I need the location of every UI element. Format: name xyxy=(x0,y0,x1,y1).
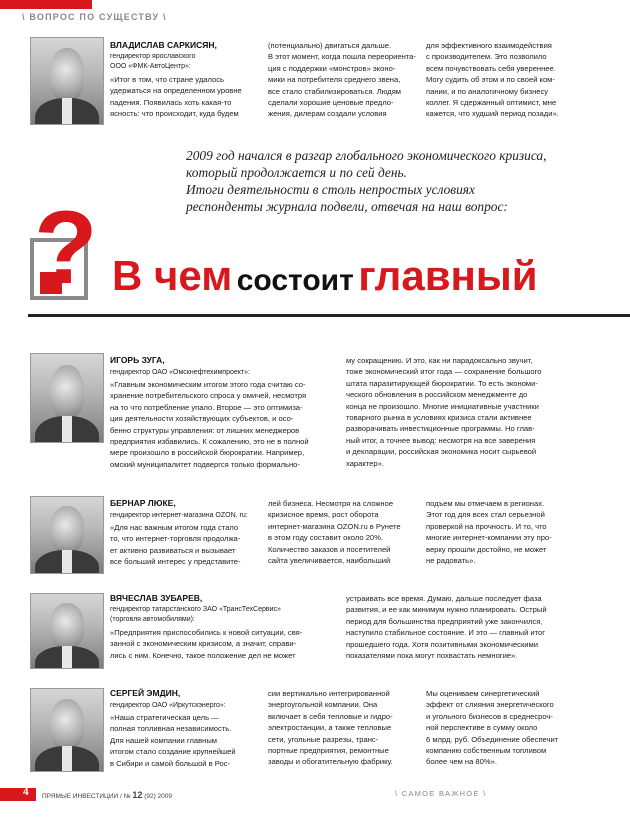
headline-word-2: состоит xyxy=(236,264,354,297)
quote-column-2: устраивать все время. Думаю, дальше последует фаза развития, и ее как минимум нужно планировать. Острый период для большинства предприятий уже закончился, наступило стабильное состояние. И это — главный итог прошедшего года. Хотя позитивными экономическими показателями пока могут похвастать немногие». xyxy=(346,594,547,661)
expert-role: гендиректор татарстанского ЗАО «ТрансТехСервис» (торговля автомобилями): xyxy=(110,606,281,623)
portrait-emdin-photo xyxy=(30,688,104,772)
quote-column-1: «Предприятия приспособились к новой ситуации, свя- занной с экономическим кризисом, а значит, справи- лись с ним. Конечно, такое положение дел не может xyxy=(110,628,303,660)
headline xyxy=(112,252,538,300)
expert-name: БЕРНАР ЛЮКЕ, xyxy=(110,498,176,508)
section-label: \ ВОПРОС ПО СУЩЕСТВУ \ xyxy=(22,12,167,22)
expert-role: гендиректор интернет-магазина OZON. ru: xyxy=(110,512,248,519)
question-mark-icon: ? xyxy=(34,190,98,306)
expert-name: ИГОРЬ ЗУГА, xyxy=(110,355,165,365)
quote-column-1: «Главным экономическим итогом этого года считаю со- хранение потребительского спроса у омичей, несмотря на то что потребление упало. Второе — это оптимиза- ция деятельности хозяйствующих субъектов, и осо- бенно структуры управления: от лишних менеджеров предприятия избавились. К сожалению, это не в полной мере произошло в российской бюрократии. Например, омский муниципалитет подвергся только формально- xyxy=(110,380,309,469)
portrait-luke-photo xyxy=(30,496,104,574)
expert-role: гендиректор ярославского ООО «ФМК-АвтоЦентр»: xyxy=(110,53,196,70)
quote-column-3: подъем мы отмечаем в регионах. Этот год для всех стал серьезной проверкой на прочность. И то, что многие интернет-компании эту про- верку прошли достойно, не может не радовать». xyxy=(426,499,552,566)
headline-divider xyxy=(28,314,630,317)
quote-column-3: для эффективного взаимодействия с производителем. Это позволило всем почувствовать себя увереннее. Могу судить об этом и по своей ком- пании, и по аналогичному бизнесу коллег. Я сдержанный оптимист, мне кажется, что худший период позади». xyxy=(426,41,559,119)
quote-column-2: сии вертикально интегрированной энергоугольной компании. Она включает в себя тепловые и гидро- электростанции, а также тепловые сети, угольные разрезы, транс- портные предприятия, ремонтные заводы и обогатительную фабрику. xyxy=(268,689,393,767)
expert-name: ВЛАДИСЛАВ САРКИСЯН, xyxy=(110,40,217,50)
intro-text: 2009 год начался в разгар глобального экономического кризиса, который продолжается и по сей день. Итоги деятельности в столь непростых условиях респонденты журнала подвели, отвечая на наш вопрос: xyxy=(186,148,547,214)
portrait-sarkisyan-photo xyxy=(30,37,104,125)
expert-name: ВЯЧЕСЛАВ ЗУБАРЕВ, xyxy=(110,593,203,603)
expert-role: гендиректор ОАО «Иркутскэнерго»: xyxy=(110,702,226,709)
footer-section-label: \ САМОЕ ВАЖНОЕ \ xyxy=(395,789,487,798)
footer-red-bar xyxy=(0,788,36,801)
headline-word-3: главный xyxy=(358,252,538,299)
quote-column-3: Мы оцениваем синергетический эффект от слияния энергетического и угольного бизнесов в среднесроч- ной перспективе в сумму около 6 млрд. руб. Объединение обеспечит компанию собственным топливом более чем на 80%». xyxy=(426,689,559,767)
portrait-zubarev-photo xyxy=(30,593,104,669)
quote-column-2: лей бизнеса. Несмотря на сложное кризисное время, рост оборота интернет-магазина OZON.ru в Рунете в этом году составит около 20%. Количество заказов и посетителей сайта увеличивается, наибольший xyxy=(268,499,401,566)
quote-column-1: «Для нас важным итогом года стало то, что интернет-торговля продолжа- ет активно развиваться и вызывает все больший интерес у представите- xyxy=(110,523,241,567)
header-red-bar xyxy=(0,0,92,9)
headline-word-1: В чем xyxy=(112,252,233,299)
page-number: 4 xyxy=(23,787,29,798)
quote-column-2: му сокращению. И это, как ни парадоксально звучит, тоже экономический итог года — сохранение большого штата паразитирующей бюрократии. То есть экономи- ческого обновления в российском менеджменте до конца не произошло. Многие инициативные участники товарного рынка в условиях кризиса стали активнее разворачивать инвестиционные программы. Но глав- ный итог, а точнее вывод: несмотря на все заверения и декларации, российская экономика носит сырьевой характер». xyxy=(346,356,542,468)
portrait-zuga-photo xyxy=(30,353,104,443)
quote-column-1: «Наша стратегическая цель — полная топливная независимость. Для нашей компании главным итогом стало создание крупнейшей в Сибири и самой большой в Рос- xyxy=(110,713,236,768)
quote-column-1: «Итог в том, что стране удалось удержаться на определенном уровне падения. Появилась хоть какая-то ясность: что происходит, куда будем xyxy=(110,75,242,119)
magazine-issue: ПРЯМЫЕ ИНВЕСТИЦИИ / № 12 (92) 2009 xyxy=(42,790,173,800)
quote-column-2: (потенциально) двигаться дальше. В этот момент, когда пошла переориента- ция с поддержки «монстров» эконо- мики на потребителя среднего звена, все стало стабилизироваться. Людям сделали хорошие ценовые предло- жения, дилерам создали условия xyxy=(268,41,416,119)
expert-role: гендиректор ОАО «Омскнефтехимпроект»: xyxy=(110,369,250,376)
expert-name: СЕРГЕЙ ЭМДИН, xyxy=(110,688,181,698)
